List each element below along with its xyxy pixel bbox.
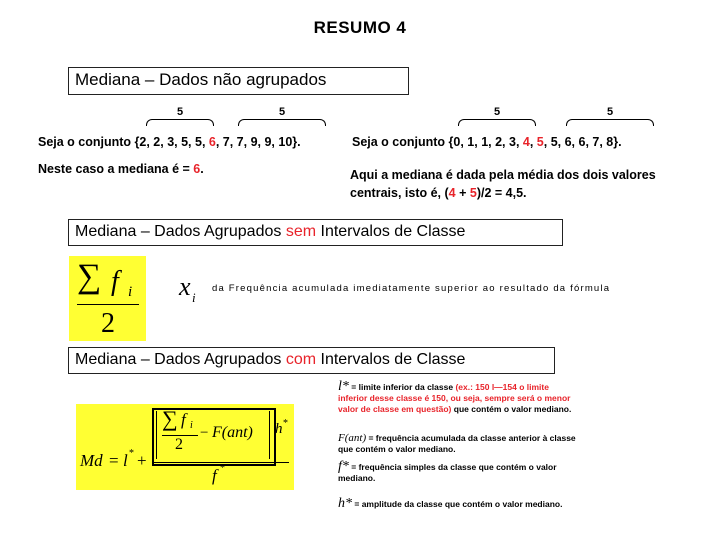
- f-star-legend-symbol: f*: [338, 459, 349, 474]
- example-even-note-line2: centrais, isto é, (4 + 5)/2 = 4,5.: [350, 186, 527, 200]
- minus-sign: −: [200, 425, 209, 441]
- legend-f-ant: F(ant) = frequência acumulada da classe anterior à classe que contém o valor mediano.: [338, 432, 576, 454]
- brace-left-count: 5: [146, 106, 214, 126]
- inner-f-symbol: f: [181, 410, 186, 429]
- inner-sum-symbol: ∑: [162, 406, 178, 431]
- brace-right-count: 5: [238, 106, 326, 126]
- h-star: *: [283, 418, 288, 429]
- l-star: *: [129, 448, 134, 459]
- f-ant-legend-symbol: F(ant): [338, 432, 367, 444]
- example-odd-set: Seja o conjunto {2, 2, 3, 5, 5, 6, 7, 7, 9, 9, 10}.: [38, 135, 301, 149]
- legend-h-star: h* = amplitude da classe que contém o valor mediano.: [338, 496, 563, 511]
- formula-position-box: [69, 256, 146, 341]
- example-even-note-line1: Aqui a mediana é dada pela média dos dois valores: [350, 168, 656, 182]
- inner-denominator: 2: [175, 436, 183, 453]
- f-subscript: i: [128, 284, 133, 300]
- sum-symbol: ∑: [77, 258, 102, 295]
- inner-f-subscript: i: [190, 420, 193, 431]
- f-ant-symbol: F(ant): [212, 424, 253, 441]
- section-header-grouped-with-intervals: Mediana – Dados Agrupados com Intervalos de Classe: [68, 347, 555, 374]
- legend-f-star: f* = frequência simples da classe que contém o valor mediano.: [338, 459, 557, 483]
- brace-right-count: 5: [566, 106, 654, 126]
- median-value: 6: [208, 135, 216, 149]
- section-header-grouped-no-intervals: Mediana – Dados Agrupados sem Intervalos de Classe: [68, 219, 563, 246]
- legend-l: l* = limite inferior da classe (ex.: 150 l—154 o limite inferior desse classe é 150, ou seja, sempre será o menor valor de classe em questão) que contém o valor mediano.: [338, 379, 572, 414]
- section-header-ungrouped: Mediana – Dados não agrupados: [68, 67, 409, 95]
- xi-subscript: i: [192, 290, 196, 305]
- h-symbol: h: [275, 421, 283, 437]
- fraction-bar: [77, 304, 139, 305]
- l-star-symbol: l*: [338, 379, 349, 394]
- xi-description: da Frequência acumulada imediatamente superior ao resultado da fórmula: [212, 283, 611, 294]
- f-symbol: f: [111, 266, 119, 297]
- page-title: RESUMO 4: [313, 18, 407, 37]
- f-star: *: [220, 463, 225, 474]
- denominator: 2: [101, 308, 115, 339]
- formula-median-box: [76, 404, 294, 490]
- equals-sign: =: [109, 451, 119, 470]
- brace-left-count: 5: [458, 106, 536, 126]
- example-even-set: Seja o conjunto {0, 1, 1, 2, 3, 4, 5, 5, 6, 6, 7, 8}.: [352, 135, 622, 149]
- f-star-symbol: f: [212, 466, 217, 485]
- h-star-legend-symbol: h*: [338, 496, 352, 511]
- xi-symbol: x: [179, 272, 191, 301]
- example-odd-note: Neste caso a mediana é = 6.: [38, 162, 204, 176]
- plus-sign: +: [137, 451, 147, 470]
- md-symbol: Md: [80, 451, 103, 470]
- l-symbol: l: [123, 451, 128, 470]
